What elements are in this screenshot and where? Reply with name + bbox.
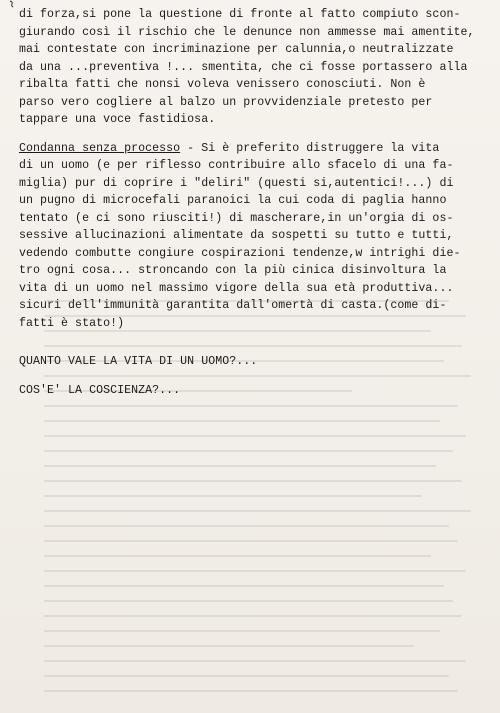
text-line: vita di un uomo nel massimo vigore della sua età produttiva...: [19, 281, 454, 295]
text-line: parso vero cogliere al balzo un provvidenziale pretesto per: [19, 95, 433, 109]
text-line: tro ogni cosa... stroncando con la più cinica disinvoltura la: [19, 264, 447, 277]
text-line: mai contestate con incriminazione per calunnia,o neutralizzate: [19, 43, 454, 56]
text-line: ribalta fatti che nonsi voleva venissero conosciuti. Non è: [19, 78, 426, 91]
question-life-value: QUANTO VALE LA VITA DI UN UOMO?...: [19, 355, 258, 368]
section-title: Condanna senza processo: [19, 141, 181, 155]
text-line: di un uomo (e per riflesso contribuire allo sfacelo di una fa-: [19, 159, 454, 172]
text-line: fatti è stato!): [19, 316, 125, 330]
text-line: un pugno di microcefali paranoici la cui coda di paglia hanno: [19, 194, 447, 207]
question-conscience: COS'E' LA COSCIENZA?...: [19, 383, 181, 397]
text-fragment: - Si è preferito distruggere la vita: [180, 141, 440, 155]
text-line: giurando così il rischio che le denunce non ammesse mai amentite,: [19, 25, 475, 39]
ink-mark: [8, 0, 16, 8]
paragraph-2: [19, 140, 485, 333]
text-line: [19, 140, 485, 158]
paragraph-1: [19, 6, 485, 129]
text-line: da una ...preventiva !... smentita, che ci fosse portassero alla: [19, 60, 468, 74]
text-line: di forza,si pone la questione di fronte al fatto compiuto scon-: [19, 8, 461, 21]
text-line: miglia) pur di coprire i "deliri" (questi si,autentici!...) di: [19, 176, 454, 190]
text-line: tappare una voce fastidiosa.: [19, 113, 216, 126]
text-line: tentato (e ci sono riusciti!) di mascherare,in un'orgia di os-: [19, 211, 454, 225]
text-line: sicuri dell'immunità garantita dall'omertà di casta.(come di-: [19, 299, 447, 312]
document-body: [19, 6, 485, 399]
text-line: sessive allucinazioni alimentate da sospetti su tutto e tutti,: [19, 229, 454, 242]
text-line: vedendo combutte congiure cospirazioni tendenze,w intrighi die-: [19, 246, 461, 260]
